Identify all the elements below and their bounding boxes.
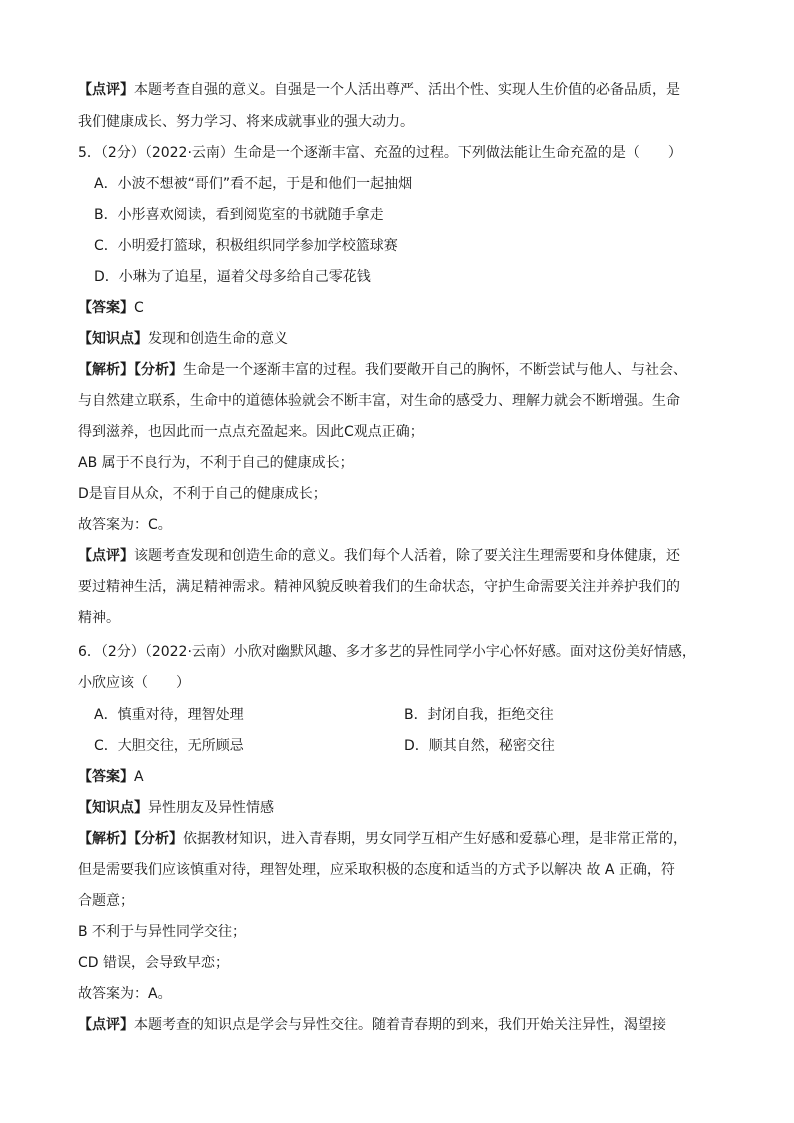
q5-answer <box>78 298 144 318</box>
question-5-stem: 5．（2分）（2022·云南）生命是一个逐渐丰富、充盈的过程。下列做法能让生命充盈的是（ ） <box>78 145 682 161</box>
q6-option-b: B．封闭自我，拒绝交往 <box>404 707 554 723</box>
q5-analysis-line-1 <box>78 360 687 380</box>
q5-review-line-1 <box>78 546 680 566</box>
kp-value: 异性朋友及异性情感 <box>148 800 274 816</box>
q5-analysis-line-3: 得到滋养，也因此而一点点充盈起来。因此C观点正确； <box>78 424 424 440</box>
prev-review-line-2: 我们健康成长、努力学习、将来成就事业的强大动力。 <box>78 114 414 130</box>
q5-review-line-3: 精神。 <box>78 610 120 626</box>
kp-value: 发现和创造生命的意义 <box>148 331 288 347</box>
q5-option-c: C．小明爱打篮球，积极组织同学参加学校篮球赛 <box>94 238 398 254</box>
analysis-label: 【解析】【分析】 <box>78 362 183 378</box>
review-label: 【点评】 <box>78 548 134 564</box>
q6-option-a: A．慎重对待，理智处理 <box>94 707 244 723</box>
review-text: 本题考查自强的意义。自强是一个人活出尊严、活出个性、实现人生价值的必备品质，是 <box>134 82 680 98</box>
q6-final-answer: 故答案为：A。 <box>78 986 172 1002</box>
q5-final-answer: 故答案为：C。 <box>78 517 172 533</box>
q6-analysis-line-5: CD 错误，会导致早恋； <box>78 955 230 971</box>
kp-label: 【知识点】 <box>78 800 148 816</box>
q5-option-a: A．小波不想被“哥们”看不起，于是和他们一起抽烟 <box>94 176 413 192</box>
q5-analysis-line-5: D是盲目从众，不利于自己的健康成长； <box>78 486 327 502</box>
q6-knowledge-point <box>78 798 274 818</box>
q5-analysis-line-4: AB 属于不良行为，不利于自己的健康成长； <box>78 455 354 471</box>
review-text: 该题考查发现和创造生命的意义。我们每个人活着，除了要关注生理需要和身体健康，还 <box>134 548 680 564</box>
q6-analysis-line-1 <box>78 829 687 849</box>
answer-value: C <box>134 300 144 316</box>
q6-option-c: C．大胆交往，无所顾忌 <box>94 738 244 754</box>
prev-review-line-1 <box>78 80 680 100</box>
q5-analysis-line-2: 与自然建立联系，生命中的道德体验就会不断丰富，对生命的感受力、理解力就会不断增强。生命 <box>78 393 680 409</box>
question-6-stem-line-1: 6．（2分）（2022·云南）小欣对幽默风趣、多才多艺的异性同学小宇心怀好感。面对这份美好情感， <box>78 644 696 660</box>
kp-label: 【知识点】 <box>78 331 148 347</box>
q6-analysis-line-3: 合题意； <box>78 893 134 909</box>
q6-option-d: D．顺其自然，秘密交往 <box>404 738 555 754</box>
q5-knowledge-point <box>78 329 288 349</box>
q5-option-b: B．小彤喜欢阅读，看到阅览室的书就随手拿走 <box>94 207 384 223</box>
q6-review-line-1 <box>78 1015 666 1035</box>
review-label: 【点评】 <box>78 82 134 98</box>
q6-analysis-line-4: B 不利于与异性同学交往； <box>78 924 247 940</box>
q5-review-line-2: 要过精神生活，满足精神需求。精神风貌反映着我们的生命状态，守护生命需要关注并养护我们的 <box>78 579 680 595</box>
analysis-text: 依据教材知识，进入青春期，男女同学互相产生好感和爱慕心理，是非常正常的， <box>183 831 687 847</box>
analysis-label: 【解析】【分析】 <box>78 831 183 847</box>
q6-analysis-line-2: 但是需要我们应该慎重对待，理智处理，应采取积极的态度和适当的方式予以解决 故 A 正确，符 <box>78 862 675 878</box>
review-text: 本题考查的知识点是学会与异性交往。随着青春期的到来，我们开始关注异性，渴望接 <box>134 1017 666 1033</box>
answer-label: 【答案】 <box>78 769 134 785</box>
answer-value: A <box>134 769 144 785</box>
q6-answer <box>78 767 144 787</box>
analysis-text: 生命是一个逐渐丰富的过程。我们要敞开自己的胸怀，不断尝试与他人、与社会、 <box>183 362 687 378</box>
answer-label: 【答案】 <box>78 300 134 316</box>
question-6-stem-line-2: 小欣应该（ ） <box>78 675 190 691</box>
q5-option-d: D．小琳为了追星，逼着父母多给自己零花钱 <box>94 269 371 285</box>
review-label: 【点评】 <box>78 1017 134 1033</box>
